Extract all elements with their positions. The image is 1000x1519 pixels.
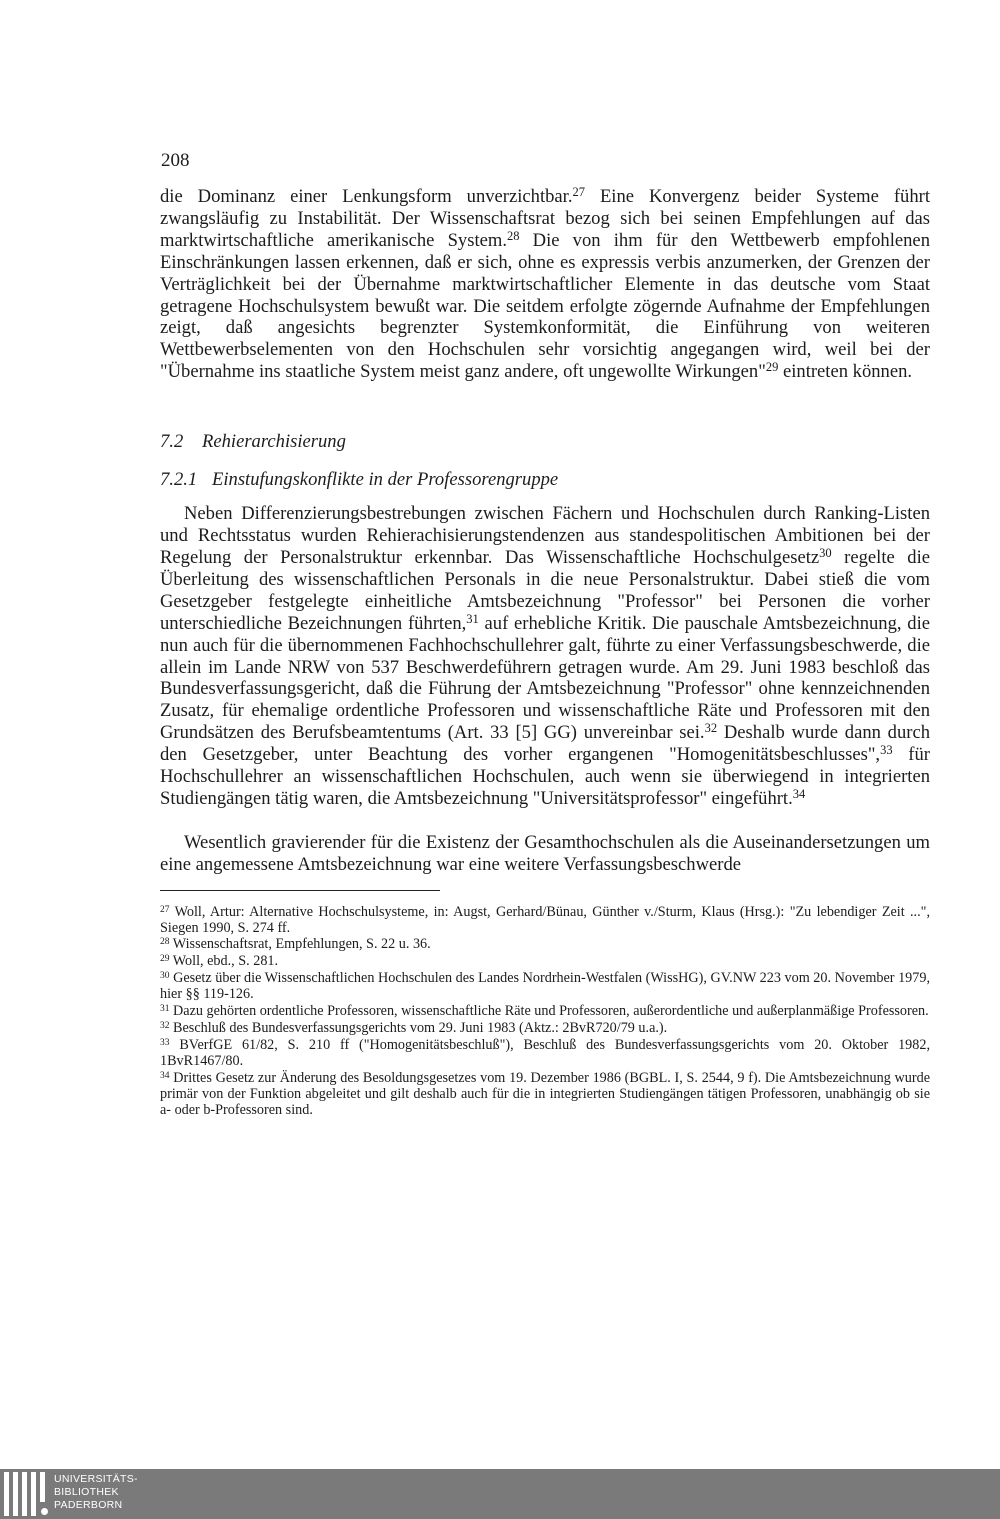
text-run: auf erhebliche Kritik. Die pauschale Amtsbezeichnung, die nun auch für die übernommenen Fachhochschullehrer galt, führte zu einer Verfassungsbeschwerde, die allein im Lande NRW von 537 Beschwerdeführern getragen wurde. Am 29. Juni 1983 beschloß das Bundesverfassungsgericht, daß die Führung der Amtsbezeichnung "Professor" ohne kennzeichnenden Zusatz, für ehemalige ordentliche Professoren und wissenschaftliche Räte und Professoren mit den Grundsätzen des Berufsbeamtentums (Art. 33 [5] GG) unvereinbar sei.	[160, 612, 930, 744]
footnote-divider	[160, 890, 440, 891]
footnote-number: 29	[160, 954, 170, 965]
footnote-number: 33	[160, 1037, 170, 1048]
section-number: 7.2	[160, 431, 184, 453]
library-name-line-1: UNIVERSITÄTS-	[54, 1473, 138, 1485]
footnote-number: 31	[160, 1004, 170, 1015]
footnote-reference: 29	[765, 360, 779, 375]
footnote-31	[160, 1004, 930, 1020]
body-paragraph-2	[160, 503, 930, 810]
footnote-number: 27	[160, 904, 170, 915]
footnote-reference: 30	[819, 545, 832, 560]
body-paragraph-1	[160, 186, 930, 383]
footnote-text: Woll, ebd., S. 281.	[169, 953, 279, 970]
text-run: Die von ihm für den Wettbewerb empfohlenen Einschränkungen lassen erkennen, daß er sich, ohne es expressis verbis anzumerken, der Grenzen der Verträglichkeit bei der Übernahme marktwirtschaftlicher Elemente in das deutsche vom Staat getragene Hochschulsystem bewußt war. Die seitdem erfolgte zögernde Aufnahme der Empfehlungen zeigt, daß angesichts begrenzter Systemkonformität, die Einführung von weiteren Wettbewerbselementen von den Hochschulen sehr vorsichtig angegangen wird, weil bei der "Übernahme ins staatliche System meist ganz andere, oft ungewollte Wirkungen"	[160, 229, 930, 383]
text-run: die Dominanz einer Lenkungsform unverzichtbar.	[160, 186, 573, 207]
footnote-text: Wissenschaftsrat, Empfehlungen, S. 22 u. 36.	[169, 936, 431, 953]
footnote-reference: 32	[704, 721, 718, 736]
footnote-number: 32	[160, 1021, 170, 1031]
subsection-heading-7-2-1	[160, 469, 930, 491]
subsection-title: Einstufungskonflikte in der Professorengruppe	[212, 469, 559, 491]
footnote-30	[160, 971, 930, 1003]
footnote-number: 30	[160, 971, 170, 982]
text-run: eintreten können.	[778, 361, 913, 383]
footnote-28	[160, 937, 930, 953]
text-run: Neben Differenzierungsbestrebungen zwischen Fächern und Hochschulen durch Ranking-Listen und Rechtsstatus wurden Rehierachisierungstendenzen aus standespolitischen Ambitionen bei der Regelung der Personalstruktur erkennbar. Das Wissenschaftliche Hochschulgesetz	[160, 503, 930, 568]
footnote-29	[160, 954, 930, 970]
text-run: Eine Konvergenz beider Systeme führt zwangsläufig zu Instabilität. Der Wissenschaftsrat bezog sich bei seinen Empfehlungen auf das marktwirtschaftliche amerikanische System.	[160, 186, 930, 251]
section-heading-7-2	[160, 431, 930, 453]
text-run: Deshalb wurde dann durch den Gesetzgeber, unter Beachtung des vorher ergangenen "Homogenitätsbeschlusses",	[160, 722, 931, 766]
body-paragraph-3	[160, 832, 930, 876]
footnote-reference: 28	[506, 228, 520, 243]
footnotes	[160, 905, 930, 1119]
footnote-reference: 33	[880, 743, 893, 758]
footnote-text: BVerfGE 61/82, S. 210 ff ("Homogenitätsbeschluß"), Beschluß des Bundesverfassungsgerichts vom 20. Oktober 1982, 1BvR1467/80.	[160, 1036, 930, 1069]
footnote-text: Dazu gehörten ordentliche Professoren, wissenschaftliche Räte und Professoren, außerordentliche und außerplanmäßige Professoren.	[169, 1003, 929, 1020]
footnote-reference: 31	[466, 611, 479, 626]
footnote-reference: 27	[572, 185, 585, 199]
text-run: Wesentlich gravierender für die Existenz der Gesamthochschulen als die Auseinandersetzungen um eine angemessene Amtsbezeichnung war eine weitere Verfassungsbeschwerde	[160, 831, 930, 875]
library-footer-bar	[0, 1469, 1000, 1519]
footnote-33	[160, 1038, 930, 1070]
section-title: Rehierarchisierung	[202, 431, 346, 453]
footnote-text: Drittes Gesetz zur Änderung des Besoldungsgesetzes vom 19. Dezember 1986 (BGBL. I, S. 2544, 9 f). Die Amtsbezeichnung wurde primär von der Funktion abgeleitet und gilt deshalb auch für die in integrierten Studiengängen tätigen Professoren, unabhängig ob sie a- oder b-Professoren sind.	[160, 1069, 930, 1118]
footnote-reference: 34	[792, 786, 806, 801]
page-number: 208	[161, 150, 190, 171]
footnote-text: Gesetz über die Wissenschaftlichen Hochschulen des Landes Nordrhein-Westfalen (WissHG), GV.NW 223 vom 20. November 1979, hier §§ 119-126.	[160, 970, 930, 1003]
library-name-line-2: BIBLIOTHEK	[54, 1486, 119, 1498]
footnote-number: 34	[160, 1070, 170, 1081]
text-run: für Hochschullehrer an wissenschaftlichen Hochschulen, auch wenn sie überwiegend in integrierten Studiengängen tätig waren, die Amtsbezeichnung "Universitätsprofessor" eingeführt.	[160, 744, 930, 809]
footnote-number: 28	[160, 937, 170, 948]
footnote-34	[160, 1071, 930, 1119]
library-name	[54, 1473, 138, 1512]
footnote-text: Woll, Artur: Alternative Hochschulsysteme, in: Augst, Gerhard/Bünau, Günther v./Sturm, Klaus (Hrsg.): "Zu lebendiger Zeit ...", Siegen 1990, S. 274 ff.	[160, 903, 930, 936]
document-page	[160, 150, 930, 1119]
library-logo-icon	[4, 1472, 48, 1518]
text-run: regelte die Überleitung des wissenschaftlichen Personals in die neue Personalstruktur. Dabei stieß die vom Gesetzgeber festgelegte einheitliche Amtsbezeichnung "Professor" bei Personen die vorher unterschiedliche Bezeichnungen führten,	[160, 546, 930, 634]
footnote-32	[160, 1021, 930, 1037]
subsection-number: 7.2.1	[160, 469, 198, 491]
footnote-text: Beschluß des Bundesverfassungsgerichts vom 29. Juni 1983 (Aktz.: 2BvR720/79 u.a.).	[169, 1020, 668, 1036]
footnote-27	[160, 905, 930, 937]
library-name-line-3: PADERBORN	[54, 1499, 123, 1511]
